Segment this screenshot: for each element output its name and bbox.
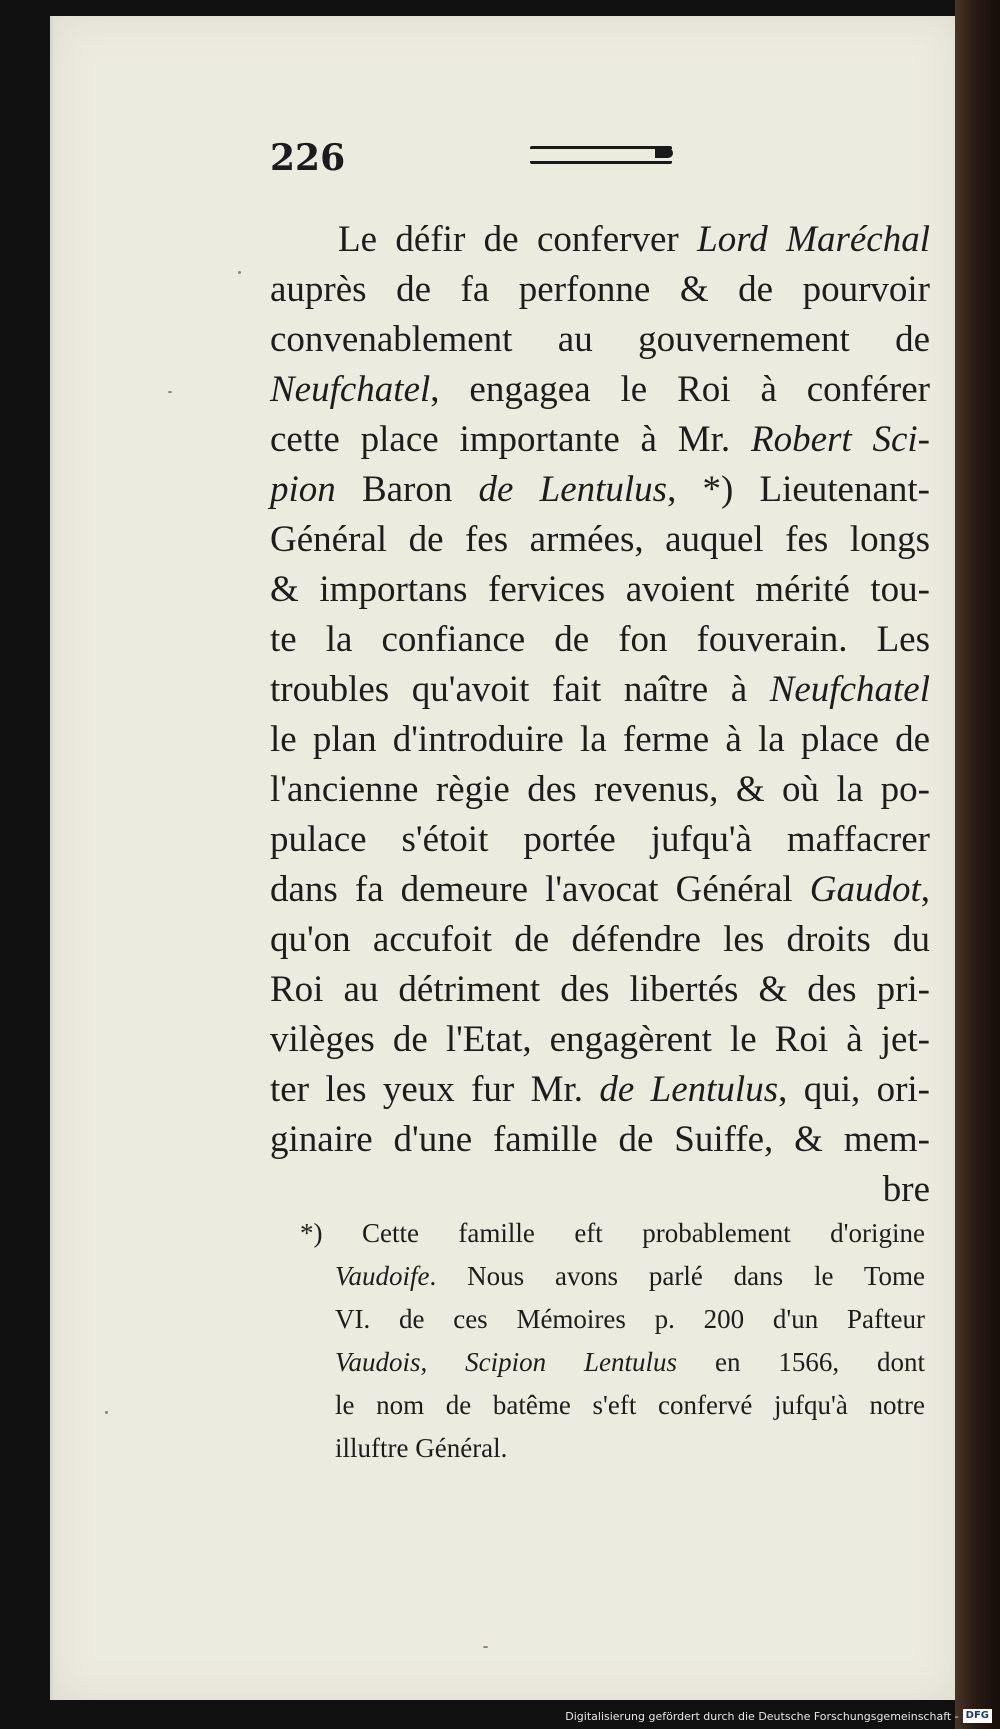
footnote-line: VI. de ces Mémoires p. 200 d'un Pafteur [335,1304,925,1334]
text-line: troubles qu'avoit fait naître à Neufchatel [270,669,930,710]
italic-name: Gaudot [809,869,921,910]
book-binding-edge [955,0,1000,1729]
text-line: cette place importante à Mr. Robert Sci- [270,419,930,460]
text-line: te la confiance de fon fouverain. Les [270,619,930,660]
paper-speck [168,391,172,393]
footnote-line: Vaudoife. Nous avons parlé dans le Tome [335,1261,925,1291]
italic-name: pion [270,469,336,510]
header-ornament-end [655,148,673,158]
footnote-line: *) Cette famille eft probablement d'origine [300,1218,925,1248]
text-line: le plan d'introduire la ferme à la place de [270,719,930,760]
paper-speck [238,271,241,274]
main-text-block [270,215,930,1215]
text-line: Neufchatel, engagea le Roi à conférer [270,369,930,410]
footnote-line: Vaudois, Scipion Lentulus en 1566, dont [335,1347,925,1377]
italic-name: Vaudoife [335,1261,430,1291]
text-line: ter les yeux fur Mr. de Lentulus, qui, ori- [270,1069,930,1110]
text-line: pulace s'étoit portée jufqu'à maffacrer [270,819,930,860]
text-line: l'ancienne règie des revenus, & où la po- [270,769,930,810]
text-line: Roi au détriment des libertés & des pri- [270,969,930,1010]
text-line: qu'on accufoit de défendre les droits du [270,919,930,960]
italic-name: Neufchatel [769,669,930,710]
text-line: auprès de fa perfonne & de pourvoir [270,269,930,310]
text-line: pion Baron de Lentulus, *) Lieutenant- [270,469,930,510]
italic-name: de Lentulus [478,469,668,510]
italic-name: de Lentulus [599,1069,779,1110]
paper-speck [105,1411,108,1414]
digitization-footer [565,1709,992,1723]
text-line: ginaire d'une famille de Suiffe, & mem- [270,1119,930,1160]
text-line: & importans fervices avoient mérité tou- [270,569,930,610]
italic-name: Lord Maréchal [697,219,930,260]
dfg-logo: DFG [963,1709,992,1723]
italic-name: Vaudois, Scipion Lentulus [335,1347,678,1377]
footnote-line: le nom de batême s'eft confervé jufqu'à notre [335,1390,925,1420]
header-ornament-rule [530,146,672,164]
paper-speck [483,1646,488,1648]
page-number: 226 [270,137,346,179]
text-line: vilèges de l'Etat, engagèrent le Roi à jet- [270,1019,930,1060]
text-line: dans fa demeure l'avocat Général Gaudot, [270,869,930,910]
text-line: Général de fes armées, auquel fes longs [270,519,930,560]
text-line: convenablement au gouvernement de [270,319,930,360]
text-line: Le défir de conferver Lord Maréchal [338,219,930,260]
catchword: bre [882,1169,930,1210]
footnote-block [300,1212,925,1470]
italic-name: Neufchatel [270,369,431,410]
footer-credit-text: Digitalisierung gefördert durch die Deutsche Forschungsgemeinschaft - [565,1709,959,1723]
italic-name: Robert Sci- [750,419,930,460]
footnote-line: illuftre Général. [335,1433,508,1463]
